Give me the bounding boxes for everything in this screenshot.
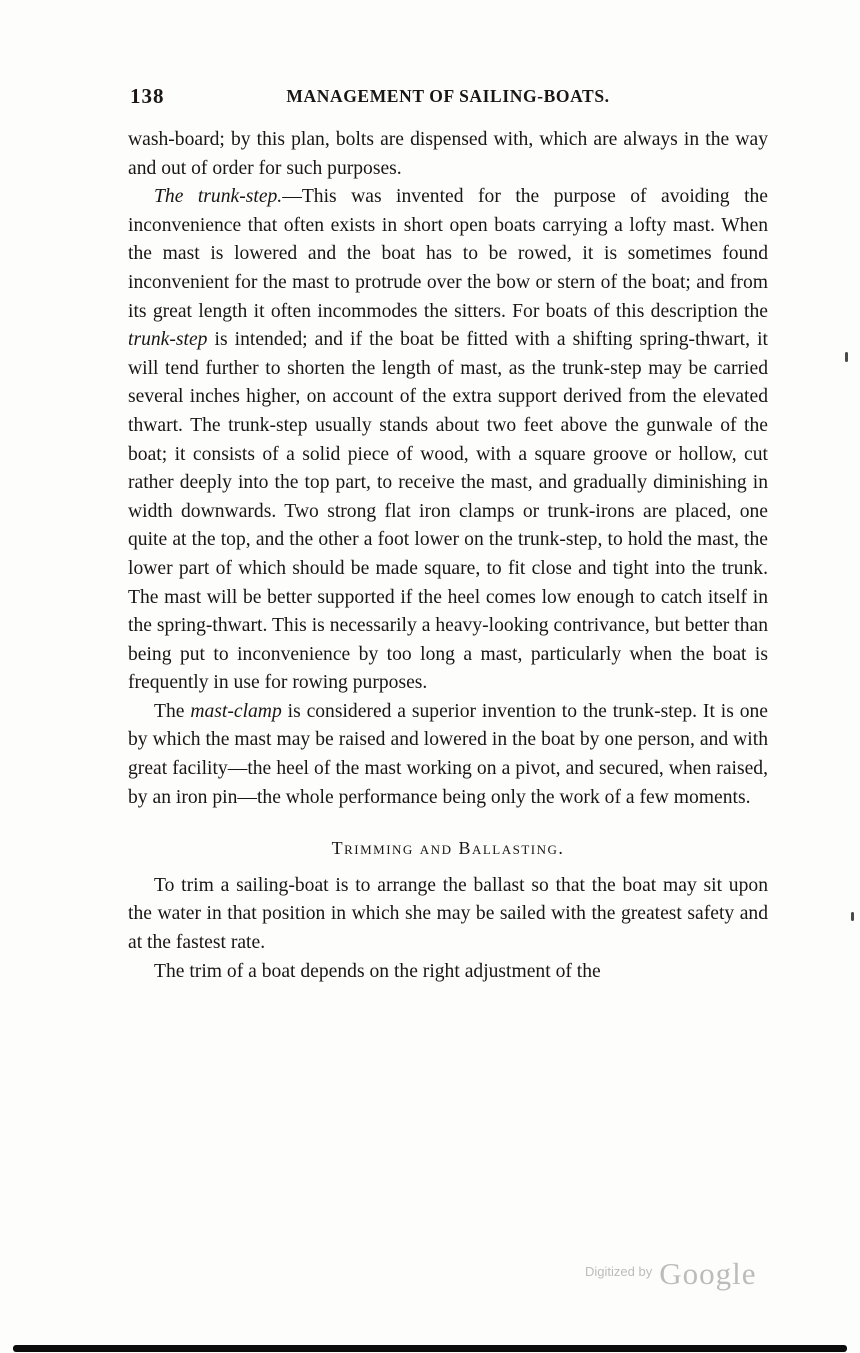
scan-bottom-bar [13, 1345, 847, 1352]
running-header: MANAGEMENT OF SAILING-BOATS. [286, 86, 610, 106]
page-body [128, 126, 768, 986]
text-run: is considered a superior invention to the trunk-step. It is one by which the mast may be raised and lowered in the boat by one person, and with great facility—the heel of the mast working on a pivot, and secured, when raised, by an iron pin—the whole performance being only the work of a few moments. [128, 700, 768, 808]
italic-text-run: trunk-step [128, 329, 208, 351]
paragraph [128, 958, 768, 987]
text-run: The [154, 700, 191, 722]
italic-text-run: mast-clamp [190, 700, 282, 722]
page-header [128, 86, 768, 114]
section-heading: Trimming and Ballasting. [331, 838, 565, 859]
text-run: —This was invented for the purpose of avoiding the inconvenience that often exists in short open boats carrying a lofty mast. When the mast is lowered and the boat has to be rowed, it is sometimes found inconvenient for the mast to protrude over the bow or stern of the boat; and from its great length it often incommodes the sitters. For boats of this description the [128, 186, 769, 322]
text-run: To trim a sailing-boat is to arrange the ballast so that the boat may sit upon the water in that position in which she may be sailed with the greatest safety and at the fastest rate. [128, 874, 768, 954]
scan-artifact [845, 352, 848, 362]
paragraph [128, 183, 768, 698]
text-run: is intended; and if the boat be fitted with a shifting spring-thwart, it will tend further to shorten the length of mast, as the trunk-step may be carried several inches higher, on account of the extra support derived from the elevated thwart. The trunk-step usually stands about two feet above the gunwale of the boat; it consists of a solid piece of wood, with a square groove or hollow, cut rather deeply into the top part, to receive the mast, and gradually diminishing in width downwards. Two strong flat iron clamps or trunk-irons are placed, one quite at the top, and the other a foot lower on the trunk-step, to hold the mast, the lower part of which should be made square, to fit close and tight into the trunk. The mast will be better supported if the heel comes low enough to catch itself in the spring-thwart. This is necessarily a heavy-looking contrivance, but better than being put to inconvenience by too long a mast, particularly when the boat is frequently in use for rowing purposes. [128, 329, 768, 694]
paragraph [128, 126, 768, 183]
paragraph [128, 698, 768, 812]
digitized-by-label: Digitized by [585, 1264, 653, 1279]
google-logo: Google [659, 1256, 757, 1291]
paragraph [128, 872, 768, 958]
text-run: The trim of a boat depends on the right adjustment of the [154, 960, 601, 982]
page-number: 138 [130, 84, 165, 108]
scan-artifact [851, 912, 854, 921]
digitized-by-google-watermark [585, 1256, 756, 1292]
italic-text-run: The trunk-step. [154, 186, 283, 208]
text-run: wash-board; by this plan, bolts are dispensed with, which are always in the way and out of order for such purposes. [128, 129, 768, 179]
